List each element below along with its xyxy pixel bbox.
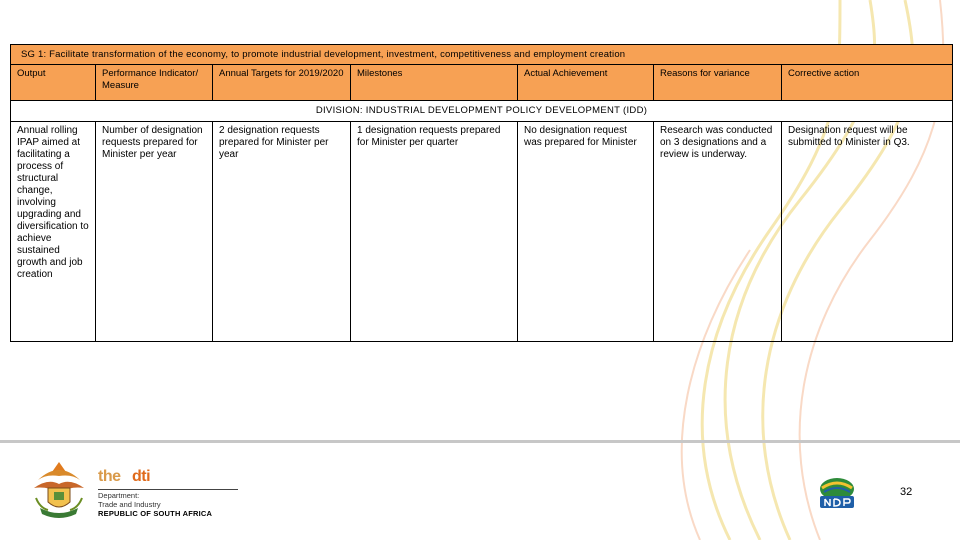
header-output: Output: [11, 65, 96, 101]
header-performance-indicator: Performance Indicator/ Measure: [96, 65, 213, 101]
page-number: 32: [900, 486, 913, 498]
header-milestones: Milestones: [351, 65, 518, 101]
logo-rule: [98, 489, 238, 490]
department-name: [98, 492, 161, 509]
strategic-goal-title: SG 1: Facilitate transformation of the economy, to promote industrial development, investment, competitiveness and employment creation: [11, 45, 953, 65]
division-title: DIVISION: INDUSTRIAL DEVELOPMENT POLICY DEVELOPMENT (IDD): [11, 101, 953, 122]
cell-reasons-for-variance: Research was conducted on 3 designations and a review is underway.: [654, 122, 782, 342]
dti-logo: [98, 468, 248, 518]
cell-milestones: 1 designation requests prepared for Minister per quarter: [351, 122, 518, 342]
coat-of-arms-icon: [28, 458, 90, 522]
cell-performance-indicator: Number of designation requests prepared for Minister per year: [96, 122, 213, 342]
header-reasons-for-variance: Reasons for variance: [654, 65, 782, 101]
header-actual-achievement: Actual Achievement: [518, 65, 654, 101]
department-label: Department:: [98, 491, 140, 500]
footer-divider: [0, 440, 960, 443]
ndp-logo-icon: [816, 476, 858, 510]
cell-corrective-action: Designation request will be submitted to Minister in Q3.: [782, 122, 953, 342]
logo-the: the: [98, 468, 121, 485]
department-title: Trade and Industry: [98, 499, 161, 509]
republic-label: REPUBLIC OF SOUTH AFRICA: [98, 509, 213, 518]
logo-dti: dti: [132, 468, 151, 485]
header-corrective-action: Corrective action: [782, 65, 953, 101]
cell-annual-target: 2 designation requests prepared for Minister per year: [213, 122, 351, 342]
cell-output: Annual rolling IPAP aimed at facilitating a process of structural change, involving upgrading and diversification to achieve sustained growth and job creation: [11, 122, 96, 342]
header-annual-targets: Annual Targets for 2019/2020: [213, 65, 351, 101]
cell-actual-achievement: No designation request was prepared for Minister: [518, 122, 654, 342]
table-row: [11, 122, 953, 342]
performance-table: [10, 44, 953, 342]
